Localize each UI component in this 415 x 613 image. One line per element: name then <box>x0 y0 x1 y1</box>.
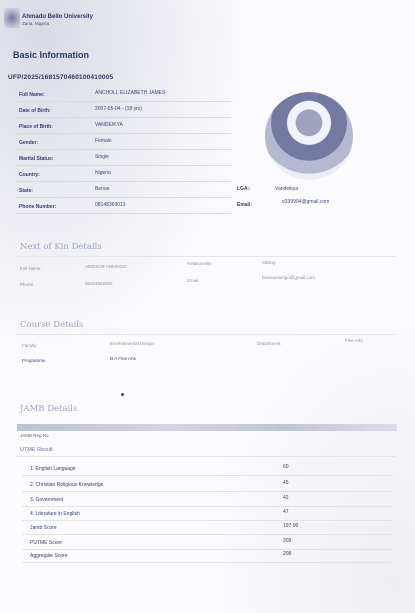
kin-relationship-label: Relationship <box>187 261 212 266</box>
basic-row-label: Place of Birth: <box>19 124 53 130</box>
row-divider <box>16 165 231 166</box>
basic-row-label: Full Name: <box>19 92 45 98</box>
kin-relationship-value: Sibling <box>262 260 276 265</box>
row-divider <box>16 149 231 150</box>
passport-photo <box>265 92 353 180</box>
faculty-label: Faculty <box>22 343 37 348</box>
divider <box>16 256 396 257</box>
kin-phone-label: Phone <box>20 282 34 287</box>
row-divider <box>16 133 231 134</box>
score-row-divider <box>22 549 392 550</box>
university-subtitle: Zaria, Nigeria <box>22 21 50 26</box>
divider <box>16 456 396 457</box>
kin-email-value: bwusaniamgo@gmail.com <box>262 275 315 280</box>
basic-row-value: 08148369013 <box>95 202 126 208</box>
score-row-name: 4. Literature in English <box>30 511 80 517</box>
score-row-divider <box>22 506 392 507</box>
score-row-divider <box>22 520 392 521</box>
basic-row-value: Single <box>95 154 109 160</box>
basic-row-value: ANCHOLI, ELIZABETH JAMES <box>95 90 166 96</box>
score-row-value: 42 <box>283 495 289 501</box>
row-divider <box>16 181 231 182</box>
university-logo <box>4 8 20 28</box>
kin-email-label: Email <box>187 278 199 283</box>
utme-title: UTME Result <box>20 447 53 453</box>
basic-row-label: Date of Birth: <box>19 108 51 114</box>
score-row-value: 209 <box>283 538 292 544</box>
email-value: e339904@gmail.com <box>282 199 330 205</box>
department-value: Fine Arts <box>345 338 363 343</box>
score-row-value: 197.00 <box>283 523 299 529</box>
department-label: Department <box>257 341 281 346</box>
score-row-value: 47 <box>283 509 289 515</box>
basic-row-label: Marital Status: <box>19 156 54 162</box>
jamb-bar-text: JAMB Reg No <box>20 433 49 438</box>
jamb-title: JAMB Details <box>20 404 78 414</box>
university-name: Ahmadu Bello University <box>22 14 94 20</box>
basic-info-title: Basic Information <box>13 50 90 60</box>
basic-row-label: Gender: <box>19 140 39 146</box>
jamb-bar <box>17 424 397 438</box>
score-row-name: Jamb Score <box>30 525 57 531</box>
email-label: Email: <box>237 202 253 208</box>
bullet-mark <box>121 393 124 396</box>
basic-row-value: Female <box>95 138 112 144</box>
score-row-name: Aggregate Score <box>30 553 68 559</box>
course-title: Course Details <box>20 320 84 330</box>
row-divider <box>16 101 231 102</box>
row-divider <box>16 197 231 198</box>
score-row-value: 45 <box>283 480 289 486</box>
basic-row-value: Nigeria <box>95 170 111 176</box>
divider <box>16 334 396 335</box>
basic-row-value: Benue <box>95 186 110 192</box>
basic-row-label: State: <box>19 188 33 194</box>
score-row-name: 3. Government <box>30 497 64 503</box>
score-row-divider <box>22 534 392 535</box>
faculty-value: Environmental Design <box>110 341 155 346</box>
programme-label: Programme <box>22 358 46 363</box>
kin-phone-value: 08104502602 <box>85 281 113 286</box>
score-row-divider <box>22 475 392 476</box>
basic-row-value: VANDEIKYA <box>95 122 123 128</box>
kin-fullname-label: Full Name <box>20 266 41 271</box>
row-divider <box>16 213 231 214</box>
score-row-name: 2. Christian Religious Knowledge <box>30 482 104 488</box>
lga-value: Vandeikya <box>275 186 298 192</box>
score-row-name: 1. English Language <box>30 466 76 472</box>
score-row-value: 208 <box>283 551 292 557</box>
basic-row-label: Country: <box>19 172 40 178</box>
basic-row-label: Phone Number: <box>19 204 57 210</box>
row-divider <box>16 117 231 118</box>
kin-title: Next of Kin Details <box>20 242 102 252</box>
score-row-value: 60 <box>283 464 289 470</box>
basic-row-value: 2007-05-04 - (18 yrs) <box>95 106 142 112</box>
registration-number: UFP/2025/1681570460100410005 <box>8 74 114 81</box>
score-row-divider <box>22 491 392 492</box>
kin-fullname-value: AMOSUR ANKINGO <box>85 264 127 269</box>
lga-label: LGA: <box>237 186 250 192</box>
score-row-name: PUTME Score <box>30 540 62 546</box>
score-row-divider <box>22 562 392 563</box>
programme-value: B.A Fine Arts <box>110 356 137 361</box>
